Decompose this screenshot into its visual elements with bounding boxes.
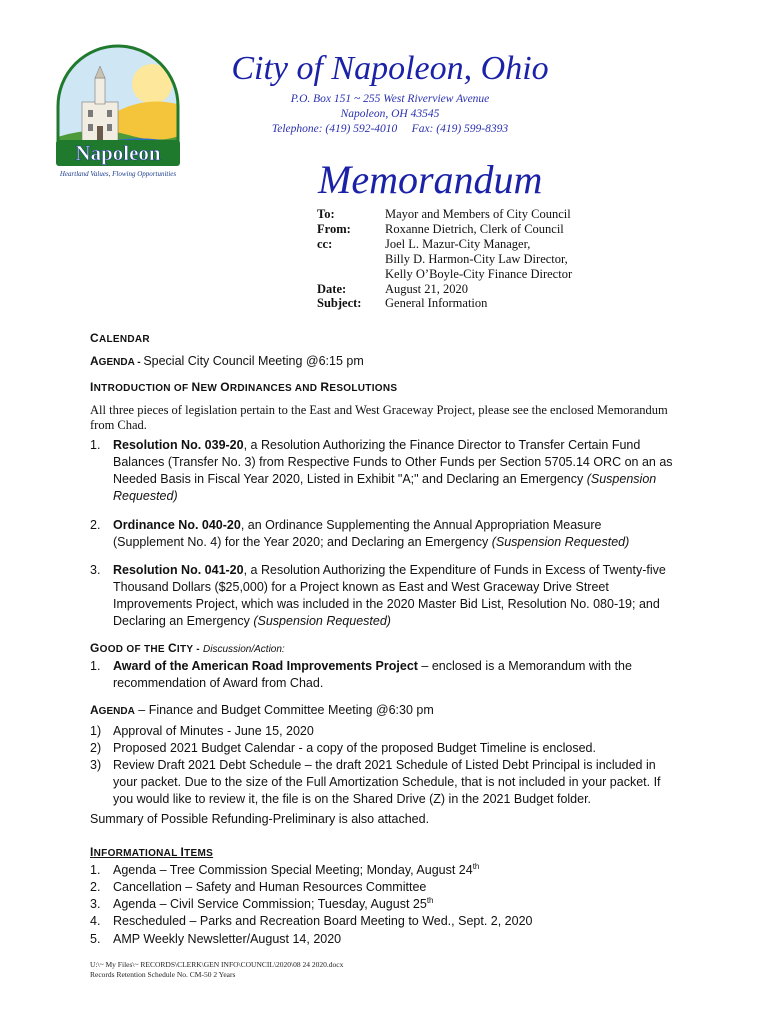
good-item-line-2: recommendation of Award from Chad. bbox=[113, 676, 324, 690]
date-value: August 21, 2020 bbox=[385, 282, 468, 296]
cc-label: cc: bbox=[317, 237, 333, 251]
city-title: City of Napoleon, Ohio bbox=[231, 50, 549, 87]
item-3-line-1: Resolution No. 041-20, a Resolution Authorizing the Expenditure of Funds in Excess of Twenty-five bbox=[113, 563, 666, 577]
good-item-number: 1. bbox=[90, 659, 101, 673]
cc-value-3: Kelly O’Boyle-City Finance Director bbox=[385, 267, 573, 281]
intro-paragraph-line-2: from Chad. bbox=[90, 418, 147, 432]
info-item-3-number: 3. bbox=[90, 897, 101, 911]
info-item-5: AMP Weekly Newsletter/August 14, 2020 bbox=[113, 932, 342, 946]
item-2-number: 2. bbox=[90, 518, 101, 532]
finance-item-3-line-2: your packet. Due to the size of the Full Amortization Schedule, that is not included in your packet. If bbox=[113, 775, 661, 789]
info-item-4: Rescheduled – Parks and Recreation Board Meeting to Wed., Sept. 2, 2020 bbox=[113, 914, 533, 928]
subject-value: General Information bbox=[385, 296, 488, 310]
city-logo bbox=[52, 44, 184, 184]
item-3-line-3: Improvements Project, which was included in the 2020 Master Bid List, Resolution No. 080-19; and bbox=[113, 597, 660, 611]
item-1-line-1: Resolution No. 039-20, a Resolution Authorizing the Finance Director to Transfer Certain Fund bbox=[113, 438, 641, 452]
item-1-line-2: Balances (Transfer No. 3) from Respective Funds to Other Funds per Section 5705.14 ORC on an as bbox=[113, 455, 673, 469]
good-item-line-1: Award of the American Road Improvements Project – enclosed is a Memorandum with the bbox=[113, 659, 632, 673]
refunding-summary-note: Summary of Possible Refunding-Preliminary is also attached. bbox=[90, 812, 430, 826]
logo-tagline: Heartland Values, Flowing Opportunities bbox=[59, 170, 177, 178]
intro-paragraph-line-1: All three pieces of legislation pertain to the East and West Graceway Project, please see the enclosed Memorandum bbox=[90, 403, 668, 417]
finance-item-1: Approval of Minutes - June 15, 2020 bbox=[113, 724, 314, 738]
info-item-2-number: 2. bbox=[90, 880, 101, 894]
item-1-line-3: Needed Basis in Fiscal Year 2020, Listed in Exhibit "A;" and Declaring an Emergency (Suspension bbox=[113, 472, 657, 486]
address-line-1: P.O. Box 151 ~ 255 West Riverview Avenue bbox=[290, 93, 490, 105]
informational-items-heading: INFORMATIONAL ITEMS bbox=[90, 845, 214, 859]
finance-item-3-line-3: you would like to review it, the file is on the Shared Drive (Z) in the 2021 Budget folder. bbox=[113, 792, 592, 806]
good-of-city-heading: GOOD OF THE CITY - Discussion/Action: bbox=[90, 641, 285, 655]
info-item-5-number: 5. bbox=[90, 932, 101, 946]
calendar-heading: CALENDAR bbox=[90, 331, 150, 345]
records-retention-footer: Records Retention Schedule No. CM-50 2 Years bbox=[90, 970, 236, 979]
finance-item-1-number: 1) bbox=[90, 724, 102, 738]
agenda-council-meeting: AGENDA - Special City Council Meeting @6:15 pm bbox=[90, 354, 364, 368]
info-item-3: Agenda – Civil Service Commission; Tuesday, August 25th bbox=[113, 895, 434, 911]
item-2-line-1: Ordinance No. 040-20, an Ordinance Supplementing the Annual Appropriation Measure bbox=[113, 518, 602, 532]
to-label: To: bbox=[317, 207, 335, 221]
intro-heading: INTRODUCTION OF NEW ORDINANCES AND RESOLUTIONS bbox=[90, 380, 398, 394]
finance-item-2-number: 2) bbox=[90, 741, 102, 755]
info-item-1-number: 1. bbox=[90, 863, 101, 877]
finance-item-2: Proposed 2021 Budget Calendar - a copy of the proposed Budget Timeline is enclosed. bbox=[113, 741, 596, 755]
agenda-finance-committee: AGENDA – Finance and Budget Committee Meeting @6:30 pm bbox=[90, 703, 434, 717]
item-1-number: 1. bbox=[90, 438, 101, 452]
memorandum-title: Memorandum bbox=[318, 157, 543, 202]
item-3-line-2: Thousand Dollars ($25,000) for a Project known as East and West Graceway Drive Street bbox=[113, 580, 609, 594]
info-item-2: Cancellation – Safety and Human Resources Committee bbox=[113, 880, 427, 894]
phone-fax-line: Telephone: (419) 592-4010 Fax: (419) 599-8393 bbox=[271, 123, 509, 135]
from-value: Roxanne Dietrich, Clerk of Council bbox=[385, 222, 564, 236]
subject-label: Subject: bbox=[317, 296, 362, 310]
info-item-4-number: 4. bbox=[90, 914, 101, 928]
finance-item-3-number: 3) bbox=[90, 758, 102, 772]
from-label: From: bbox=[317, 222, 351, 236]
file-path-footer: U:\~ My Files\~ RECORDS\CLERK\GEN INFO\COUNCIL\2020\08 24 2020.docx bbox=[90, 960, 344, 969]
item-3-number: 3. bbox=[90, 563, 101, 577]
info-item-1: Agenda – Tree Commission Special Meeting; Monday, August 24th bbox=[113, 861, 480, 877]
cc-value-2: Billy D. Harmon-City Law Director, bbox=[385, 252, 568, 266]
cc-value-1: Joel L. Mazur-City Manager, bbox=[385, 237, 531, 251]
item-1-line-4: Requested) bbox=[113, 489, 178, 503]
item-2-line-2: (Supplement No. 4) for the Year 2020; and Declaring an Emergency (Suspension Requested) bbox=[113, 535, 630, 549]
address-line-2: Napoleon, OH 43545 bbox=[340, 108, 440, 120]
to-value: Mayor and Members of City Council bbox=[385, 207, 571, 221]
date-label: Date: bbox=[317, 282, 347, 296]
logo-wordmark: Napoleon bbox=[75, 141, 161, 165]
item-3-line-4: Declaring an Emergency (Suspension Requested) bbox=[113, 614, 391, 628]
finance-item-3-line-1: Review Draft 2021 Debt Schedule – the draft 2021 Schedule of Listed Debt Principal is included in bbox=[113, 758, 656, 772]
